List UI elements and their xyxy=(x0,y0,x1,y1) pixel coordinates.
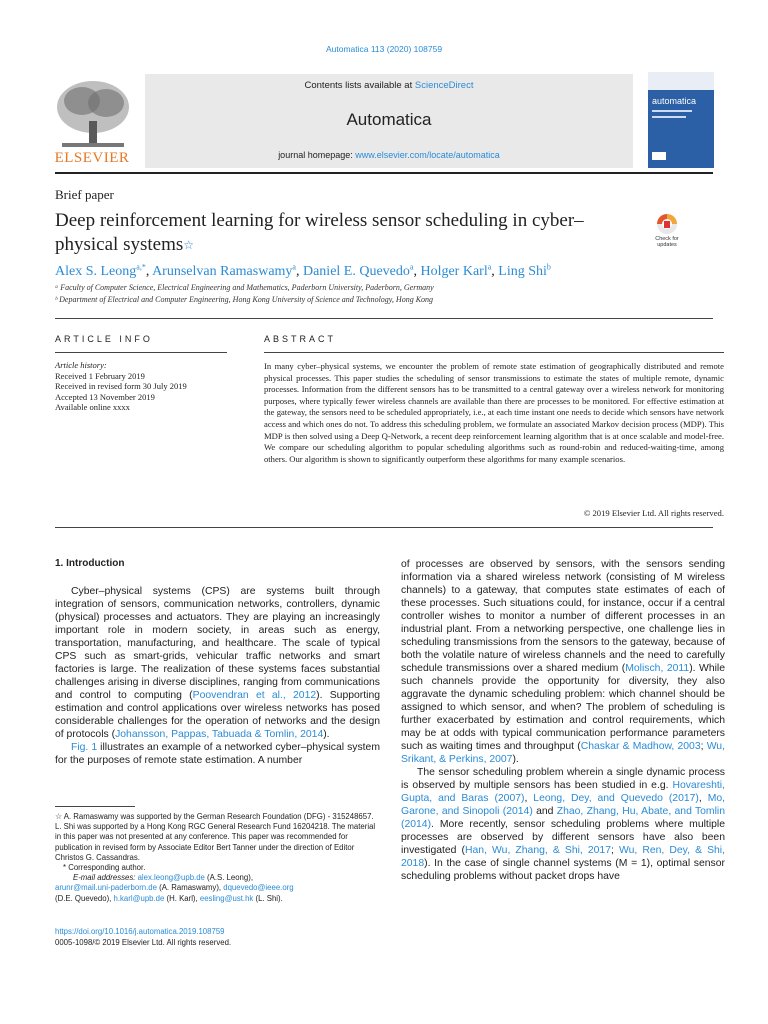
intro-paragraph-3: of processes are observed by sensors, with the sensors sending information via a shared wireless network (consisting of M wireless channels) to a gateway, that computes state estimates of each of these processes. Such situations could, for instance, occur if a central controller wishes to monitor a number of different processes in an industrial plant. From a networking perspective, one challenge lies in scheduling transmissions from the sensors to the gateway, because of both the volatile nature of wireless channels and the need to carefully schedule transmissions over a shared medium (Molisch, 2011). While such channels provide the opportunity for diversity, they also aggravate the dynamic scheduling problem: which channel should be assigned to which sensor, and when? The problem of scheduling is further exacerbated by estimation and control requirements, which may be at odds with typical communication performance parameters such as waiting times and throughput (Chaskar & Madhow, 2003; Wu, Srikant, & Perkins, 2007). xyxy=(401,559,726,765)
email-shi[interactable]: eesling@ust.hk xyxy=(199,893,254,903)
abstract-copyright: © 2019 Elsevier Ltd. All rights reserved. xyxy=(583,508,724,518)
email-line-2: arunr@mail.uni-paderborn.de (A. Ramaswamy), dquevedo@ieee.org xyxy=(55,883,294,893)
funding-footnote: ☆ A. Ramaswamy was supported by the German Research Foundation (DFG) - 315248657. L. Shi was supported by a Hong Kong RGC General Research Fund 16204218. The material in this paper was not presented at any conference. This paper was recommended for publication in revised form by Associate Editor Bert Tanner under the direction of Editor Christos G. Cassandras. xyxy=(55,812,376,862)
author-4[interactable]: Holger Karl$^a$, xyxy=(420,262,499,279)
author-5[interactable]: Ling Shi$^b$ xyxy=(498,262,551,279)
sciencedirect-link[interactable]: ScienceDirect xyxy=(414,80,474,91)
article-history: Article history: Received 1 February 2019 Received in revised form 30 July 2019 Accepted 13 November 2019 Available online xxxx xyxy=(55,360,187,412)
abstract-bottom-rule xyxy=(55,527,713,528)
ref-fig1[interactable]: Fig. 1 xyxy=(71,742,98,753)
article-info-heading: ARTICLE INFO xyxy=(55,334,153,344)
footnote-rule xyxy=(55,806,135,807)
author-2[interactable]: Arunselvan Ramaswamy$^a$, xyxy=(152,262,303,279)
email-leong[interactable]: alex.leong@upb.de xyxy=(137,873,205,883)
intro-paragraph-4: The sensor scheduling problem wherein a single dynamic process is observed by multiple sensors has been studied in e.g. Hovareshti, Gupta, and Baras (2007), Leong, Dey, and Quevedo (2017), Mo, Garone, and Sinopoli (2014) and Zhao, Zhang, Hu, Abate, and Tomlin (2014). More recently, sensor scheduling problems where multiple processes are observed by different sensors have also been investigated (Han, Wu, Zhang, & Shi, 2017; Wu, Ren, Dey, & Shi, 2018). In the case of single channel systems (M = 1), optimal sensor scheduling problems without packet drops have xyxy=(401,767,726,882)
email-ramaswamy[interactable]: arunr@mail.uni-paderborn.de xyxy=(55,883,157,893)
check-for-updates-label[interactable]: Check for updates xyxy=(655,236,679,248)
author-list xyxy=(55,262,551,280)
affiliation-b: ᵇ Department of Electrical and Computer Engineering, Hong Kong University of Science and Technology, Hong Kong xyxy=(55,295,434,304)
ref-johansson[interactable]: Johansson, Pappas, Tabuada & Tomlin, 2014 xyxy=(115,729,324,740)
ref-molisch[interactable]: Molisch, 2011 xyxy=(625,663,690,674)
ref-han[interactable]: Han, Wu, Zhang, & Shi, 2017 xyxy=(465,845,611,856)
abstract-heading: ABSTRACT xyxy=(264,334,337,344)
section-heading-introduction: 1. Introduction xyxy=(55,558,125,569)
article-type: Brief paper xyxy=(55,187,114,202)
footnotes xyxy=(55,812,380,904)
journal-name: Automatica xyxy=(346,110,432,129)
homepage-link[interactable]: www.elsevier.com/locate/automatica xyxy=(355,150,500,160)
corresponding-footnote: * Corresponding author. xyxy=(63,863,146,873)
journal-cover-image xyxy=(648,72,714,168)
ref-mo[interactable]: Mo, Garone, and Sinopoli (2014) xyxy=(401,793,726,817)
affiliation-rule xyxy=(55,318,713,319)
author-1[interactable]: Alex S. Leong$^{a,*}$, xyxy=(55,262,153,279)
issn-line: 0005-1098/© 2019 Elsevier Ltd. All rights reserved. xyxy=(55,938,232,947)
ref-leong[interactable]: Leong, Dey, and Quevedo (2017) xyxy=(533,793,699,804)
doi-link[interactable]: https://doi.org/10.1016/j.automatica.2019.108759 xyxy=(55,927,225,936)
ref-zhao[interactable]: Zhao, Zhang, Hu, Abate, and Tomlin (2014) xyxy=(401,806,725,830)
publication-info xyxy=(55,926,231,948)
right-column xyxy=(401,558,725,883)
journal-citation[interactable]: Automatica 113 (2020) 108759 xyxy=(325,44,443,54)
intro-paragraph-2: Fig. 1 illustrates an example of a networked cyber–physical system for the purposes of remote state estimation. A number xyxy=(55,742,380,766)
info-rule xyxy=(55,352,227,353)
contents-line: Contents lists available at ScienceDirect xyxy=(304,80,474,91)
homepage-line: journal homepage: www.elsevier.com/locate/automatica xyxy=(278,150,500,160)
email-karl[interactable]: h.karl@upb.de xyxy=(113,893,165,903)
journal-header xyxy=(145,74,633,168)
ref-poovendran[interactable]: Poovendran et al., 2012 xyxy=(192,690,317,701)
publisher-logo-text: ELSEVIER xyxy=(54,150,130,166)
email-line-1: E-mail addresses: alex.leong@upb.de (A.S. Leong), xyxy=(73,873,253,883)
intro-paragraph-1: Cyber–physical systems (CPS) are systems built through integration of sensors, communication networks, controllers, dynamic (physical) processes and actuators. They are playing an increasingly important role in modern society, in areas such as energy, transportation, manufacturing, and healthcare. The scale of typical CPS such as smart-grids, vehicular traffic networks and smart factories is large. The realization of these systems faces substantial challenges arising in diverse disciplines, ranging from communications and control to computing (Poovendran et al., 2012). Supporting estimation and control applications over wireless networks has posed considerable challenges for the operation of networks and the design of protocols (Johansson, Pappas, Tabuada & Tomlin, 2014). xyxy=(55,586,381,740)
abstract-body: In many cyber–physical systems, we encounter the problem of remote state estimation of geographically distributed and remote physical processes. This paper studies the scheduling of sensor transmissions to estimate the states of multiple remote, dynamic processes. Information from the different sensors has to be transmitted to a central gateway over a wireless network for monitoring purposes, where typically fewer wireless channels are available than there are processes to be monitored. For effective estimation at the gateway, the sensors need to be scheduled appropriately, i.e., at each time instant one needs to decide which sensors have network access and which ones do not. To address this scheduling problem, we formulate an associated Markov decision process (MDP). This MDP is then solved using a Deep Q-Network, a recent deep reinforcement learning algorithm that is at once scalable and model-free. We compare our scheduling algorithm to popular scheduling algorithms such as round-robin and reduced-waiting-time, among others. Our algorithm is shown to significantly outperform these algorithms for many example scenarios. xyxy=(264,361,724,464)
author-3[interactable]: Daniel E. Quevedo$^a$, xyxy=(302,262,421,279)
cover-title: automatica xyxy=(652,96,697,106)
article-title: Deep reinforcement learning for wireless sensor scheduling in cyber–physical systems☆ xyxy=(55,210,584,255)
ref-wu-srikant[interactable]: Wu, Srikant, & Perkins, 2007 xyxy=(401,741,725,765)
ref-hovareshti[interactable]: Hovareshti, Gupta, and Baras xyxy=(401,780,725,804)
title-footnote-mark[interactable]: ☆ xyxy=(183,238,195,252)
header-rule xyxy=(55,172,713,174)
email-line-3: (D.E. Quevedo), h.karl@upb.de (H. Karl), eesling@ust.hk (L. Shi). xyxy=(55,893,283,903)
left-column xyxy=(55,585,380,767)
affiliation-a: ᵃ Faculty of Computer Science, Electrical Engineering and Mathematics, Paderborn University, Paderborn, Germany xyxy=(55,283,434,292)
ref-chaskar[interactable]: Chaskar & Madhow, 2003 xyxy=(580,741,701,752)
abstract-rule xyxy=(264,352,724,353)
ref-wu-ren[interactable]: Wu, Ren, Dey, & Shi, 2018 xyxy=(401,845,725,869)
email-quevedo[interactable]: dquevedo@ieee.org xyxy=(223,883,294,893)
